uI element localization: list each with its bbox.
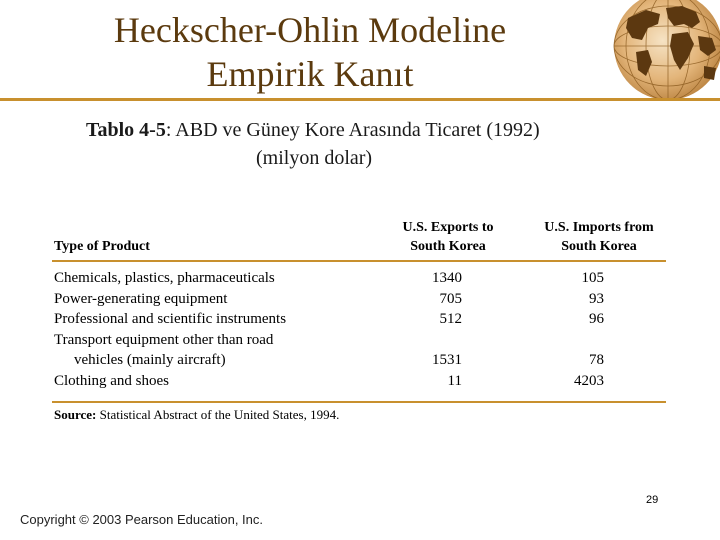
source-label: Source: [54,407,97,422]
imports-cell: 93 [589,290,604,307]
header-us-imports-line1: U.S. Imports from [544,220,654,235]
imports-cell: 78 [589,352,604,368]
imports-cell: 4203 [574,372,604,389]
header-us-exports-line1: U.S. Exports to [402,220,494,235]
product-cell: Clothing and shoes [54,372,169,389]
table-row [52,350,666,371]
table-caption [60,116,680,172]
title-divider [0,98,720,101]
trade-table [52,212,666,423]
exports-cell: 1531 [432,352,462,368]
exports-cell: 705 [439,290,462,307]
source-text: Statistical Abstract of the United States, 1994. [99,407,340,422]
header-us-exports [386,218,510,256]
table-caption-unit: (milyon dolar) [256,147,373,169]
table-source [52,407,666,423]
table-body [52,262,666,403]
exports-cell: 1340 [432,270,462,286]
table-number: Tablo 4-5 [86,119,166,141]
header-us-exports-line2: South Korea [410,239,486,254]
product-cell: Chemicals, plastics, pharmaceuticals [54,270,275,286]
table-row [52,268,666,289]
exports-cell: 512 [439,311,462,327]
table-header [52,212,666,262]
product-cell: Professional and scientific instruments [54,311,287,327]
header-us-imports-line2: South Korea [561,239,637,254]
globe-icon [608,0,720,100]
slide-title-line1: Heckscher-Ohlin Modeline [113,10,507,50]
table-caption-text: : ABD ve Güney Kore Arasında Ticaret (1992) [165,119,540,141]
header-us-imports [532,218,666,256]
imports-cell: 105 [581,270,604,286]
imports-cell: 96 [589,311,604,327]
copyright-notice: Copyright © 2003 Pearson Education, Inc. [20,512,264,527]
product-cell: Transport equipment other than road [54,331,274,348]
product-cell: vehicles (mainly aircraft) [74,352,226,368]
header-type-of-product: Type of Product [54,239,150,254]
product-cell: Power-generating equipment [54,290,228,307]
exports-cell: 11 [447,372,462,389]
slide-title-line2: Empirik Kanıt [206,54,414,94]
table-row [52,309,666,330]
page-number: 29 [646,494,659,506]
table-row [52,330,666,351]
table-row [52,371,666,392]
slide-title [60,8,560,96]
table-row [52,289,666,310]
table-caption-line1 [60,116,680,144]
